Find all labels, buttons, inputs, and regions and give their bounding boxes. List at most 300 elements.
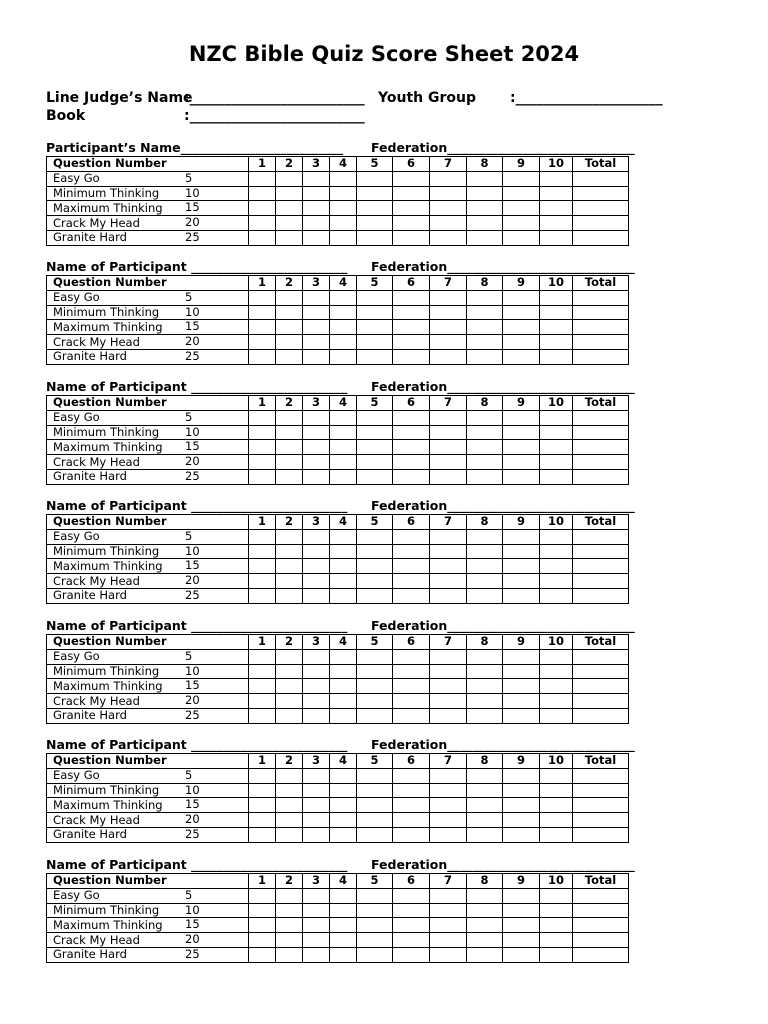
- score-cell[interactable]: [276, 440, 303, 455]
- total-cell[interactable]: [573, 290, 629, 305]
- score-cell[interactable]: [467, 708, 503, 723]
- score-cell[interactable]: [393, 947, 430, 962]
- score-cell[interactable]: [430, 768, 467, 783]
- score-cell[interactable]: [467, 933, 503, 948]
- score-cell[interactable]: [303, 827, 330, 842]
- score-cell[interactable]: [467, 574, 503, 589]
- score-cell[interactable]: [276, 798, 303, 813]
- score-cell[interactable]: [393, 425, 430, 440]
- score-cell[interactable]: [540, 469, 573, 484]
- score-cell[interactable]: [357, 186, 393, 201]
- score-cell[interactable]: [330, 649, 357, 664]
- score-cell[interactable]: [540, 201, 573, 216]
- score-cell[interactable]: [393, 827, 430, 842]
- score-cell[interactable]: [540, 410, 573, 425]
- score-cell[interactable]: [276, 529, 303, 544]
- score-cell[interactable]: [467, 425, 503, 440]
- score-cell[interactable]: [503, 798, 540, 813]
- score-cell[interactable]: [303, 216, 330, 231]
- score-cell[interactable]: [330, 455, 357, 470]
- score-cell[interactable]: [503, 649, 540, 664]
- score-cell[interactable]: [503, 588, 540, 603]
- score-cell[interactable]: [249, 440, 276, 455]
- book-field[interactable]: :_________________________: [184, 108, 365, 124]
- score-cell[interactable]: [430, 679, 467, 694]
- score-cell[interactable]: [249, 455, 276, 470]
- score-cell[interactable]: [430, 588, 467, 603]
- score-cell[interactable]: [467, 230, 503, 245]
- score-cell[interactable]: [467, 305, 503, 320]
- participant-name-field[interactable]: Name of Participant _________________________: [46, 618, 348, 633]
- score-cell[interactable]: [330, 798, 357, 813]
- score-cell[interactable]: [503, 783, 540, 798]
- score-cell[interactable]: [276, 947, 303, 962]
- score-cell[interactable]: [393, 186, 430, 201]
- score-cell[interactable]: [249, 305, 276, 320]
- score-cell[interactable]: [330, 305, 357, 320]
- score-cell[interactable]: [393, 783, 430, 798]
- score-cell[interactable]: [357, 544, 393, 559]
- score-cell[interactable]: [503, 933, 540, 948]
- score-cell[interactable]: [430, 827, 467, 842]
- score-cell[interactable]: [249, 708, 276, 723]
- score-cell[interactable]: [467, 216, 503, 231]
- score-cell[interactable]: [276, 783, 303, 798]
- score-cell[interactable]: [393, 216, 430, 231]
- score-cell[interactable]: [276, 171, 303, 186]
- score-cell[interactable]: [276, 679, 303, 694]
- federation-field[interactable]: Federation______________________________: [371, 737, 635, 752]
- score-cell[interactable]: [330, 783, 357, 798]
- total-cell[interactable]: [573, 798, 629, 813]
- score-cell[interactable]: [330, 813, 357, 828]
- score-cell[interactable]: [330, 230, 357, 245]
- total-cell[interactable]: [573, 425, 629, 440]
- score-cell[interactable]: [467, 694, 503, 709]
- score-cell[interactable]: [303, 783, 330, 798]
- score-cell[interactable]: [249, 588, 276, 603]
- score-cell[interactable]: [357, 230, 393, 245]
- score-cell[interactable]: [503, 410, 540, 425]
- score-cell[interactable]: [467, 768, 503, 783]
- score-cell[interactable]: [276, 230, 303, 245]
- total-cell[interactable]: [573, 708, 629, 723]
- score-cell[interactable]: [357, 335, 393, 350]
- score-cell[interactable]: [430, 425, 467, 440]
- score-cell[interactable]: [540, 349, 573, 364]
- score-cell[interactable]: [540, 529, 573, 544]
- score-cell[interactable]: [467, 201, 503, 216]
- score-cell[interactable]: [430, 798, 467, 813]
- federation-field[interactable]: Federation______________________________: [371, 618, 635, 633]
- total-cell[interactable]: [573, 649, 629, 664]
- federation-field[interactable]: Federation______________________________: [371, 498, 635, 513]
- total-cell[interactable]: [573, 171, 629, 186]
- score-cell[interactable]: [503, 529, 540, 544]
- score-cell[interactable]: [467, 588, 503, 603]
- score-cell[interactable]: [330, 171, 357, 186]
- score-cell[interactable]: [249, 544, 276, 559]
- score-cell[interactable]: [276, 290, 303, 305]
- score-cell[interactable]: [357, 768, 393, 783]
- score-cell[interactable]: [330, 679, 357, 694]
- score-cell[interactable]: [430, 708, 467, 723]
- score-cell[interactable]: [249, 768, 276, 783]
- score-cell[interactable]: [467, 349, 503, 364]
- score-cell[interactable]: [357, 574, 393, 589]
- score-cell[interactable]: [430, 574, 467, 589]
- score-cell[interactable]: [276, 813, 303, 828]
- score-cell[interactable]: [430, 171, 467, 186]
- score-cell[interactable]: [357, 349, 393, 364]
- score-cell[interactable]: [276, 888, 303, 903]
- score-cell[interactable]: [393, 918, 430, 933]
- score-cell[interactable]: [430, 349, 467, 364]
- score-cell[interactable]: [249, 186, 276, 201]
- score-cell[interactable]: [357, 947, 393, 962]
- score-cell[interactable]: [540, 588, 573, 603]
- score-cell[interactable]: [303, 559, 330, 574]
- score-cell[interactable]: [430, 230, 467, 245]
- score-cell[interactable]: [467, 813, 503, 828]
- score-cell[interactable]: [430, 783, 467, 798]
- score-cell[interactable]: [303, 186, 330, 201]
- score-cell[interactable]: [393, 544, 430, 559]
- score-cell[interactable]: [467, 918, 503, 933]
- score-cell[interactable]: [540, 903, 573, 918]
- score-cell[interactable]: [503, 425, 540, 440]
- score-cell[interactable]: [503, 679, 540, 694]
- score-cell[interactable]: [503, 469, 540, 484]
- score-cell[interactable]: [393, 679, 430, 694]
- score-cell[interactable]: [430, 888, 467, 903]
- score-cell[interactable]: [276, 588, 303, 603]
- score-cell[interactable]: [430, 933, 467, 948]
- score-cell[interactable]: [430, 305, 467, 320]
- score-cell[interactable]: [393, 529, 430, 544]
- score-cell[interactable]: [249, 290, 276, 305]
- score-cell[interactable]: [276, 918, 303, 933]
- score-cell[interactable]: [503, 574, 540, 589]
- score-cell[interactable]: [467, 290, 503, 305]
- total-cell[interactable]: [573, 947, 629, 962]
- score-cell[interactable]: [467, 798, 503, 813]
- score-cell[interactable]: [357, 918, 393, 933]
- total-cell[interactable]: [573, 230, 629, 245]
- score-cell[interactable]: [249, 888, 276, 903]
- total-cell[interactable]: [573, 768, 629, 783]
- score-cell[interactable]: [540, 918, 573, 933]
- score-cell[interactable]: [430, 544, 467, 559]
- score-cell[interactable]: [503, 349, 540, 364]
- total-cell[interactable]: [573, 349, 629, 364]
- score-cell[interactable]: [330, 201, 357, 216]
- score-cell[interactable]: [540, 768, 573, 783]
- score-cell[interactable]: [540, 171, 573, 186]
- score-cell[interactable]: [357, 708, 393, 723]
- score-cell[interactable]: [540, 305, 573, 320]
- total-cell[interactable]: [573, 440, 629, 455]
- score-cell[interactable]: [393, 230, 430, 245]
- score-cell[interactable]: [467, 888, 503, 903]
- score-cell[interactable]: [276, 455, 303, 470]
- score-cell[interactable]: [276, 425, 303, 440]
- score-cell[interactable]: [303, 290, 330, 305]
- score-cell[interactable]: [430, 201, 467, 216]
- score-cell[interactable]: [393, 933, 430, 948]
- total-cell[interactable]: [573, 186, 629, 201]
- score-cell[interactable]: [540, 649, 573, 664]
- score-cell[interactable]: [303, 349, 330, 364]
- score-cell[interactable]: [303, 694, 330, 709]
- total-cell[interactable]: [573, 335, 629, 350]
- score-cell[interactable]: [503, 230, 540, 245]
- score-cell[interactable]: [467, 320, 503, 335]
- score-cell[interactable]: [540, 708, 573, 723]
- score-cell[interactable]: [540, 425, 573, 440]
- total-cell[interactable]: [573, 305, 629, 320]
- score-cell[interactable]: [330, 186, 357, 201]
- score-cell[interactable]: [393, 708, 430, 723]
- score-cell[interactable]: [467, 440, 503, 455]
- score-cell[interactable]: [393, 798, 430, 813]
- score-cell[interactable]: [540, 679, 573, 694]
- score-cell[interactable]: [357, 305, 393, 320]
- score-cell[interactable]: [430, 813, 467, 828]
- score-cell[interactable]: [467, 559, 503, 574]
- total-cell[interactable]: [573, 664, 629, 679]
- score-cell[interactable]: [303, 933, 330, 948]
- score-cell[interactable]: [430, 694, 467, 709]
- score-cell[interactable]: [393, 410, 430, 425]
- score-cell[interactable]: [467, 529, 503, 544]
- score-cell[interactable]: [303, 171, 330, 186]
- score-cell[interactable]: [540, 559, 573, 574]
- score-cell[interactable]: [249, 425, 276, 440]
- score-cell[interactable]: [503, 171, 540, 186]
- score-cell[interactable]: [503, 559, 540, 574]
- score-cell[interactable]: [467, 544, 503, 559]
- score-cell[interactable]: [503, 708, 540, 723]
- score-cell[interactable]: [303, 574, 330, 589]
- score-cell[interactable]: [276, 559, 303, 574]
- score-cell[interactable]: [393, 813, 430, 828]
- score-cell[interactable]: [249, 230, 276, 245]
- score-cell[interactable]: [430, 469, 467, 484]
- score-cell[interactable]: [330, 827, 357, 842]
- score-cell[interactable]: [330, 529, 357, 544]
- score-cell[interactable]: [503, 694, 540, 709]
- score-cell[interactable]: [503, 320, 540, 335]
- score-cell[interactable]: [540, 694, 573, 709]
- total-cell[interactable]: [573, 574, 629, 589]
- score-cell[interactable]: [303, 469, 330, 484]
- score-cell[interactable]: [357, 783, 393, 798]
- score-cell[interactable]: [330, 216, 357, 231]
- score-cell[interactable]: [276, 574, 303, 589]
- score-cell[interactable]: [357, 410, 393, 425]
- score-cell[interactable]: [249, 649, 276, 664]
- score-cell[interactable]: [503, 903, 540, 918]
- score-cell[interactable]: [303, 798, 330, 813]
- federation-field[interactable]: Federation______________________________: [371, 259, 635, 274]
- score-cell[interactable]: [249, 469, 276, 484]
- score-cell[interactable]: [357, 679, 393, 694]
- score-cell[interactable]: [540, 290, 573, 305]
- score-cell[interactable]: [430, 649, 467, 664]
- score-cell[interactable]: [540, 798, 573, 813]
- score-cell[interactable]: [430, 903, 467, 918]
- total-cell[interactable]: [573, 827, 629, 842]
- score-cell[interactable]: [303, 679, 330, 694]
- total-cell[interactable]: [573, 813, 629, 828]
- score-cell[interactable]: [249, 813, 276, 828]
- score-cell[interactable]: [467, 649, 503, 664]
- score-cell[interactable]: [249, 320, 276, 335]
- score-cell[interactable]: [249, 903, 276, 918]
- score-cell[interactable]: [249, 933, 276, 948]
- score-cell[interactable]: [303, 230, 330, 245]
- score-cell[interactable]: [357, 440, 393, 455]
- score-cell[interactable]: [393, 559, 430, 574]
- score-cell[interactable]: [430, 410, 467, 425]
- score-cell[interactable]: [393, 888, 430, 903]
- score-cell[interactable]: [249, 679, 276, 694]
- total-cell[interactable]: [573, 918, 629, 933]
- score-cell[interactable]: [393, 171, 430, 186]
- score-cell[interactable]: [503, 186, 540, 201]
- score-cell[interactable]: [357, 469, 393, 484]
- total-cell[interactable]: [573, 588, 629, 603]
- score-cell[interactable]: [303, 888, 330, 903]
- score-cell[interactable]: [330, 410, 357, 425]
- score-cell[interactable]: [503, 335, 540, 350]
- score-cell[interactable]: [330, 768, 357, 783]
- score-cell[interactable]: [357, 201, 393, 216]
- score-cell[interactable]: [393, 290, 430, 305]
- score-cell[interactable]: [249, 783, 276, 798]
- score-cell[interactable]: [330, 440, 357, 455]
- score-cell[interactable]: [303, 201, 330, 216]
- score-cell[interactable]: [330, 544, 357, 559]
- score-cell[interactable]: [276, 664, 303, 679]
- score-cell[interactable]: [430, 529, 467, 544]
- score-cell[interactable]: [357, 798, 393, 813]
- youth-group-field[interactable]: :_____________________: [510, 90, 663, 106]
- score-cell[interactable]: [393, 694, 430, 709]
- score-cell[interactable]: [430, 216, 467, 231]
- score-cell[interactable]: [540, 813, 573, 828]
- score-cell[interactable]: [330, 349, 357, 364]
- score-cell[interactable]: [540, 544, 573, 559]
- score-cell[interactable]: [303, 903, 330, 918]
- score-cell[interactable]: [503, 305, 540, 320]
- total-cell[interactable]: [573, 529, 629, 544]
- score-cell[interactable]: [249, 947, 276, 962]
- score-cell[interactable]: [249, 664, 276, 679]
- score-cell[interactable]: [357, 588, 393, 603]
- score-cell[interactable]: [303, 813, 330, 828]
- score-cell[interactable]: [357, 455, 393, 470]
- score-cell[interactable]: [540, 574, 573, 589]
- score-cell[interactable]: [276, 216, 303, 231]
- score-cell[interactable]: [330, 425, 357, 440]
- score-cell[interactable]: [430, 664, 467, 679]
- score-cell[interactable]: [503, 918, 540, 933]
- score-cell[interactable]: [393, 455, 430, 470]
- score-cell[interactable]: [276, 933, 303, 948]
- score-cell[interactable]: [503, 544, 540, 559]
- federation-field[interactable]: Federation______________________________: [371, 857, 635, 872]
- score-cell[interactable]: [303, 947, 330, 962]
- score-cell[interactable]: [503, 440, 540, 455]
- total-cell[interactable]: [573, 679, 629, 694]
- score-cell[interactable]: [393, 320, 430, 335]
- score-cell[interactable]: [276, 186, 303, 201]
- score-cell[interactable]: [503, 813, 540, 828]
- score-cell[interactable]: [540, 827, 573, 842]
- score-cell[interactable]: [540, 216, 573, 231]
- score-cell[interactable]: [503, 768, 540, 783]
- total-cell[interactable]: [573, 933, 629, 948]
- score-cell[interactable]: [276, 649, 303, 664]
- score-cell[interactable]: [249, 574, 276, 589]
- score-cell[interactable]: [540, 455, 573, 470]
- total-cell[interactable]: [573, 903, 629, 918]
- score-cell[interactable]: [503, 455, 540, 470]
- score-cell[interactable]: [303, 649, 330, 664]
- score-cell[interactable]: [330, 708, 357, 723]
- score-cell[interactable]: [303, 320, 330, 335]
- score-cell[interactable]: [393, 469, 430, 484]
- score-cell[interactable]: [249, 349, 276, 364]
- score-cell[interactable]: [357, 649, 393, 664]
- score-cell[interactable]: [540, 933, 573, 948]
- score-cell[interactable]: [276, 544, 303, 559]
- score-cell[interactable]: [540, 664, 573, 679]
- total-cell[interactable]: [573, 216, 629, 231]
- score-cell[interactable]: [330, 574, 357, 589]
- score-cell[interactable]: [249, 410, 276, 425]
- score-cell[interactable]: [330, 320, 357, 335]
- score-cell[interactable]: [357, 559, 393, 574]
- score-cell[interactable]: [303, 918, 330, 933]
- score-cell[interactable]: [249, 798, 276, 813]
- score-cell[interactable]: [430, 440, 467, 455]
- score-cell[interactable]: [430, 320, 467, 335]
- participant-name-field[interactable]: Name of Participant _________________________: [46, 498, 348, 513]
- score-cell[interactable]: [330, 559, 357, 574]
- score-cell[interactable]: [540, 335, 573, 350]
- score-cell[interactable]: [303, 335, 330, 350]
- score-cell[interactable]: [330, 335, 357, 350]
- score-cell[interactable]: [357, 888, 393, 903]
- score-cell[interactable]: [467, 664, 503, 679]
- score-cell[interactable]: [276, 469, 303, 484]
- participant-name-field[interactable]: Name of Participant _________________________: [46, 857, 348, 872]
- score-cell[interactable]: [357, 903, 393, 918]
- total-cell[interactable]: [573, 455, 629, 470]
- score-cell[interactable]: [303, 529, 330, 544]
- federation-field[interactable]: Federation______________________________: [371, 379, 635, 394]
- score-cell[interactable]: [330, 694, 357, 709]
- total-cell[interactable]: [573, 783, 629, 798]
- score-cell[interactable]: [393, 664, 430, 679]
- score-cell[interactable]: [357, 664, 393, 679]
- score-cell[interactable]: [330, 947, 357, 962]
- score-cell[interactable]: [357, 933, 393, 948]
- score-cell[interactable]: [357, 290, 393, 305]
